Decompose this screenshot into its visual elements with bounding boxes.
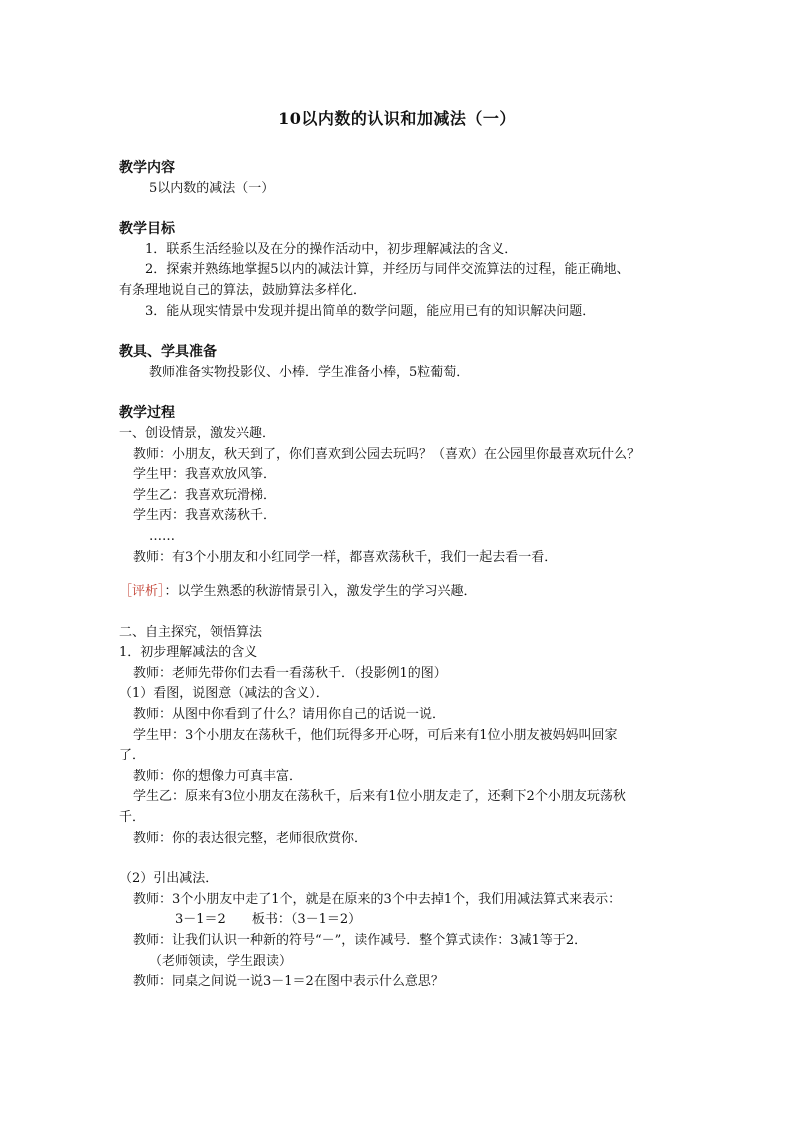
step-line: （2）引出减法． (119, 871, 219, 887)
spacer (119, 568, 675, 582)
dialogue-line-continuation: 了． (119, 748, 146, 764)
part2-title: 二、自主探究，领悟算法 (119, 624, 263, 640)
goal-item: 3．能从现实情景中发现并提出简单的数学问题，能应用已有的知识解决问题． (145, 303, 596, 319)
document-title: 10以内数的认识和加减法（一） (278, 109, 516, 128)
spacer (119, 199, 675, 219)
spacer (119, 603, 675, 623)
part1-title: 一、创设情景，激发兴趣． (119, 425, 276, 441)
dialogue-line: 学生乙：原来有3位小朋友在荡秋千，后来有1位小朋友走了，还剩下2个小朋友玩荡秋 (133, 789, 626, 805)
dialogue-line: 教师：同桌之间说一说3－1＝2在图中表示什么意思？ (133, 974, 444, 990)
document-body (119, 158, 675, 993)
dialogue-line: 学生乙：我喜欢玩滑梯． (133, 487, 277, 503)
dialogue-line: 教师：3个小朋友中走了1个，就是在原来的3个中去掉1个，我们用减法算式来表示： (133, 891, 622, 907)
subsection-title: 1．初步理解减法的含义 (119, 645, 258, 661)
goal-item: 1．联系生活经验以及在分的操作活动中，初步理解减法的含义． (145, 241, 518, 257)
note-line: （老师领读，学生跟读） (149, 953, 293, 969)
dialogue-line: 教师：你的想像力可真丰富． (133, 768, 303, 784)
dialogue-line: 教师：老师先带你们去看一看荡秋千．（投影例1的图） (133, 665, 447, 681)
dialogue-line-continuation: 千． (119, 810, 146, 826)
dialogue-line: 教师：有3个小朋友和小红同学一样，都喜欢荡秋千，我们一起去看一看． (133, 549, 558, 565)
dialogue-line: 教师：让我们认识一种新的符号“－”，读作减号．整个算式读作：3减1等于2． (133, 933, 588, 948)
section-heading-process: 教学过程 (119, 405, 175, 422)
spacer (119, 322, 675, 342)
commentary (119, 582, 675, 603)
commentary-text: ：以学生熟悉的秋游情景引入，激发学生的学习兴趣． (164, 584, 477, 600)
dialogue-line: 学生甲：我喜欢放风筝． (133, 467, 277, 483)
equation-line: 3－1＝2 板书：（3－1＝2） (175, 912, 362, 928)
tools-text: 教师准备实物投影仪、小棒．学生准备小棒，5粒葡萄． (149, 364, 470, 380)
step-line: （1）看图，说图意（减法的含义）． (119, 686, 329, 702)
dialogue-line: 学生丙：我喜欢荡秋千． (133, 508, 277, 524)
goal-item-continuation: 有条理地说自己的算法，鼓励算法多样化． (119, 282, 367, 298)
dialogue-line: 学生甲：3个小朋友在荡秋千，他们玩得多开心呀，可后来有1位小朋友被妈妈叫回家 (133, 727, 618, 743)
spacer (119, 383, 675, 403)
dialogue-line: 教师：你的表达很完整，老师很欣赏你． (133, 830, 368, 846)
section-heading-content: 教学内容 (119, 160, 175, 176)
ellipsis-line: …… (149, 528, 175, 544)
spacer (119, 849, 675, 869)
dialogue-line: 教师：小朋友，秋天到了，你们喜欢到公园去玩吗？（喜欢）在公园里你最喜欢玩什么？ (133, 446, 641, 462)
commentary-label: ［评析］ (119, 584, 165, 600)
goal-item: 2．探索并熟练地掌握5以内的减法计算，并经历与同伴交流算法的过程，能正确地、 (145, 262, 630, 278)
dialogue-line: 教师：从图中你看到了什么？请用你自己的话说一说． (133, 707, 446, 723)
section-heading-tools: 教具、学具准备 (119, 344, 217, 361)
section-heading-goals: 教学目标 (119, 221, 175, 238)
content-text: 5以内数的减法（一） (149, 180, 275, 196)
